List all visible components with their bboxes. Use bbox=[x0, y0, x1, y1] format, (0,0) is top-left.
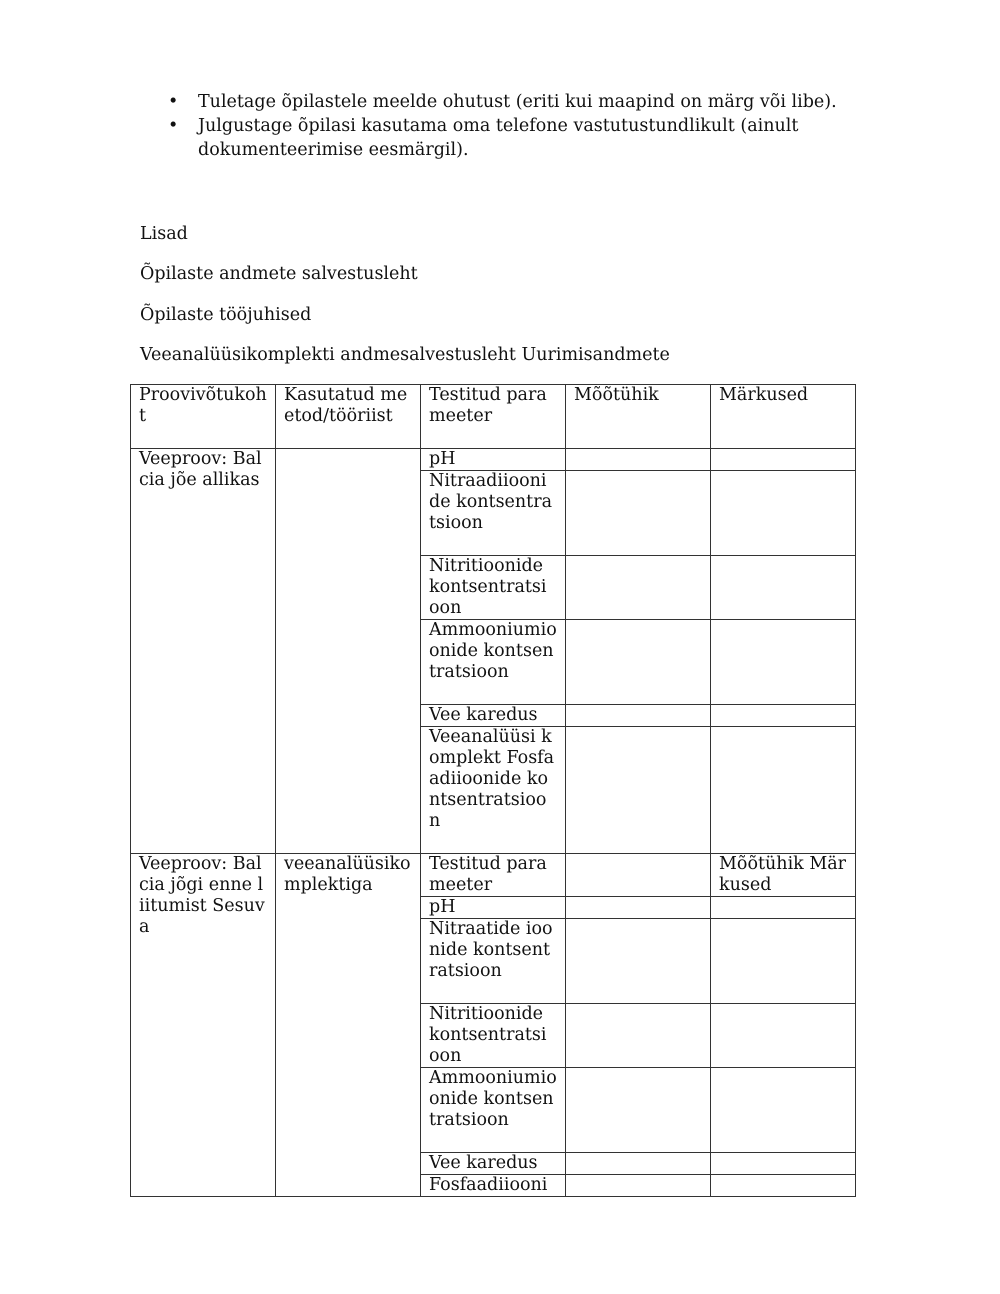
unit-cell bbox=[566, 449, 711, 471]
table-header-row bbox=[131, 385, 856, 449]
header-cell-location: Proovivõtukoht bbox=[131, 385, 276, 449]
unit-cell bbox=[566, 556, 711, 620]
header-cell-method: Kasutatud meetod/tööriist bbox=[276, 385, 421, 449]
unit-cell bbox=[566, 854, 711, 897]
appendix-heading: Lisad bbox=[140, 224, 188, 244]
bullet-text: Tuletage õpilastele meelde ohutust (eriti kui maapind on märg või libe). bbox=[198, 92, 837, 112]
location-cell: Veeproov: Balcia jõgi enne liitumist Sesuva bbox=[131, 854, 276, 1197]
parameter-cell: pH bbox=[421, 897, 566, 919]
location-cell: Veeproov: Balcia jõe allikas bbox=[131, 449, 276, 854]
unit-cell bbox=[566, 705, 711, 727]
unit-cell bbox=[566, 620, 711, 705]
parameter-cell: Ammooniumioonide kontsentratsioon bbox=[421, 1068, 566, 1153]
table-row bbox=[131, 449, 856, 471]
data-recording-table bbox=[130, 384, 856, 1197]
notes-cell bbox=[711, 449, 856, 471]
bullet-icon: • bbox=[168, 92, 179, 112]
parameter-cell: Vee karedus bbox=[421, 1153, 566, 1175]
parameter-cell: Testitud parameeter bbox=[421, 854, 566, 897]
header-cell-parameter: Testitud parameeter bbox=[421, 385, 566, 449]
parameter-cell: Nitraatide ioonide kontsentratsioon bbox=[421, 919, 566, 1004]
bullet-icon: • bbox=[168, 116, 179, 136]
header-cell-unit: Mõõtühik bbox=[566, 385, 711, 449]
notes-cell bbox=[711, 1068, 856, 1153]
parameter-cell: Ammooniumioonide kontsentratsioon bbox=[421, 620, 566, 705]
parameter-cell: Nitritioonide kontsentratsioon bbox=[421, 1004, 566, 1068]
unit-cell bbox=[566, 897, 711, 919]
unit-cell bbox=[566, 919, 711, 1004]
notes-cell bbox=[711, 1175, 856, 1197]
unit-cell bbox=[566, 1004, 711, 1068]
parameter-cell: Nitritioonide kontsentratsioon bbox=[421, 556, 566, 620]
unit-cell bbox=[566, 1153, 711, 1175]
bullet-item-phones bbox=[162, 114, 862, 162]
method-cell: veeanalüüsikomplektiga bbox=[276, 854, 421, 1197]
parameter-cell: Nitraadiioonide kontsentratsioon bbox=[421, 471, 566, 556]
bullet-text: Julgustage õpilasi kasutama oma telefone vastutustundlikult (ainult dokumenteerimise eesmärgil). bbox=[198, 116, 799, 160]
notes-cell bbox=[711, 897, 856, 919]
appendix-item-kit-sheet: Veeanalüüsikomplekti andmesalvestusleht Uurimisandmete bbox=[140, 345, 670, 365]
unit-cell bbox=[566, 1068, 711, 1153]
notes-cell: Mõõtühik Märkused bbox=[711, 854, 856, 897]
notes-cell bbox=[711, 705, 856, 727]
notes-cell bbox=[711, 1004, 856, 1068]
unit-cell bbox=[566, 727, 711, 854]
header-cell-notes: Märkused bbox=[711, 385, 856, 449]
method-cell bbox=[276, 449, 421, 854]
table-row bbox=[131, 854, 856, 897]
parameter-cell: Veeanalüüsi komplekt Fosfaadiioonide kontsentratsioon bbox=[421, 727, 566, 854]
unit-cell bbox=[566, 1175, 711, 1197]
notes-cell bbox=[711, 620, 856, 705]
appendix-item-instructions: Õpilaste tööjuhised bbox=[140, 305, 312, 325]
unit-cell bbox=[566, 471, 711, 556]
parameter-cell: Vee karedus bbox=[421, 705, 566, 727]
notes-cell bbox=[711, 1153, 856, 1175]
parameter-cell: Fosfaadiiooni bbox=[421, 1175, 566, 1197]
bullet-item-safety bbox=[162, 90, 862, 114]
notes-cell bbox=[711, 919, 856, 1004]
appendix-item-data-sheet: Õpilaste andmete salvestusleht bbox=[140, 264, 418, 284]
parameter-cell: pH bbox=[421, 449, 566, 471]
safety-bullet-list bbox=[162, 90, 862, 162]
notes-cell bbox=[711, 471, 856, 556]
notes-cell bbox=[711, 556, 856, 620]
notes-cell bbox=[711, 727, 856, 854]
